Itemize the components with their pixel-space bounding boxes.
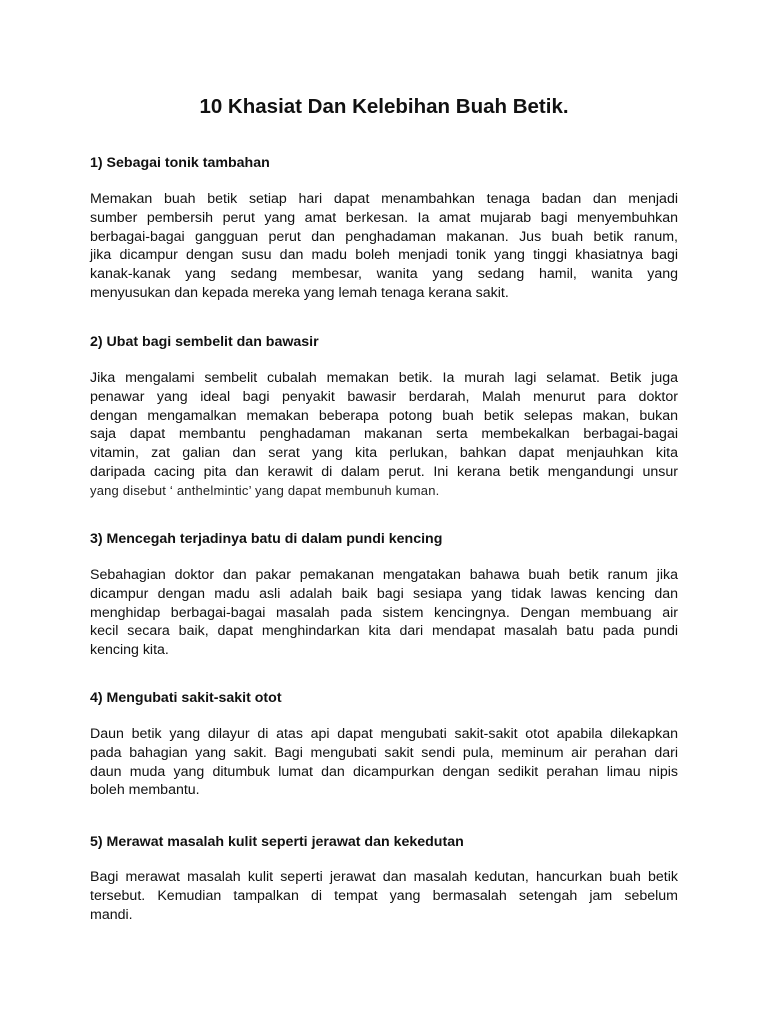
section-3-line-4: kecil secara baik, dapat menghindarkan kita dari mendapat masalah batu pada pundi	[90, 623, 678, 640]
section-2-line-6: daripada cacing pita dan kerawit di dalam perut. Ini kerana betik mengandungi unsur	[90, 463, 678, 480]
section-3-heading: 3) Mencegah terjadinya batu di dalam pundi kencing	[90, 531, 443, 547]
section-1-line-2: sumber pembersih perut yang amat berkesan. Ia amat mujarab bagi menyembuhkan	[90, 209, 678, 226]
section-5-paragraph	[90, 868, 678, 924]
section-4-line-1: Daun betik yang dilayur di atas api dapat mengubati sakit-sakit otot apabila dilekapkan	[90, 726, 678, 742]
section-3-line-3: menghidap berbagai-bagai masalah pada sistem kencingnya. Dengan membuang air	[90, 604, 678, 621]
section-2-paragraph	[90, 369, 678, 501]
section-2-heading: 2) Ubat bagi sembelit dan bawasir	[90, 334, 319, 350]
section-1-heading: 1) Sebagai tonik tambahan	[90, 155, 270, 171]
section-4-line-3: daun muda yang ditumbuk lumat dan dicampurkan dengan sedikit perahan limau nipis	[90, 763, 678, 780]
section-1-paragraph	[90, 190, 678, 303]
section-4-paragraph	[90, 725, 678, 800]
section-5-line-3: mandi.	[90, 906, 133, 923]
section-1-line-4: jika dicampur dengan susu dan madu boleh menjadi tonik yang tinggi khasiatnya bagi	[90, 247, 678, 264]
section-3-line-2: dicampur dengan madu asli adalah baik bagi sesiapa yang tidak lawas kencing dan	[90, 585, 678, 602]
section-4-line-2: pada bahagian yang sakit. Bagi mengubati sakit sendi pula, meminum air perahan dari	[90, 744, 678, 761]
section-1-line-1: Memakan buah betik setiap hari dapat menambahkan tenaga badan dan menjadi	[90, 191, 678, 207]
section-2-line-5: vitamin, zat galian dan serat yang kita perlukan, bahkan dapat menjauhkan kita	[90, 445, 678, 462]
section-2-line-4: saja dapat membantu penghadaman makanan serta membekalkan berbagai-bagai	[90, 426, 678, 443]
section-1-line-6: menyusukan dan kepada mereka yang lemah tenaga kerana sakit.	[90, 284, 509, 301]
section-2-line-1: Jika mengalami sembelit cubalah memakan betik. Ia murah lagi selamat. Betik juga	[90, 370, 678, 386]
section-4-heading: 4) Mengubati sakit-sakit otot	[90, 690, 282, 706]
section-4-line-4: boleh membantu.	[90, 782, 200, 799]
section-1-line-3: berbagai-bagai gangguan perut dan penghadaman makanan. Jus buah betik ranum,	[90, 228, 678, 245]
section-5-heading: 5) Merawat masalah kulit seperti jerawat dan kekedutan	[90, 834, 464, 850]
section-2-line-3: dengan mengamalkan memakan beberapa potong buah betik selepas makan, bukan	[90, 407, 678, 424]
document-title: 10 Khasiat Dan Kelebihan Buah Betik.	[199, 95, 569, 118]
section-2-line-7: yang disebut ‘ anthelmintic’ yang dapat membunuh kuman.	[90, 482, 440, 498]
section-5-line-2: tersebut. Kemudian tampalkan di tempat yang bermasalah setengah jam sebelum	[90, 887, 678, 904]
section-2-line-2: penawar yang ideal bagi penyakit bawasir berdarah, Malah menurut para doktor	[90, 388, 678, 405]
section-3-paragraph	[90, 566, 678, 660]
section-1-line-5: kanak-kanak yang sedang membesar, wanita yang sedang hamil, wanita yang	[90, 266, 678, 283]
section-3-line-5: kencing kita.	[90, 642, 169, 659]
section-3-line-1: Sebahagian doktor dan pakar pemakanan mengatakan bahawa buah betik ranum jika	[90, 567, 678, 583]
section-5-line-1: Bagi merawat masalah kulit seperti jerawat dan masalah kedutan, hancurkan buah betik	[90, 869, 678, 885]
